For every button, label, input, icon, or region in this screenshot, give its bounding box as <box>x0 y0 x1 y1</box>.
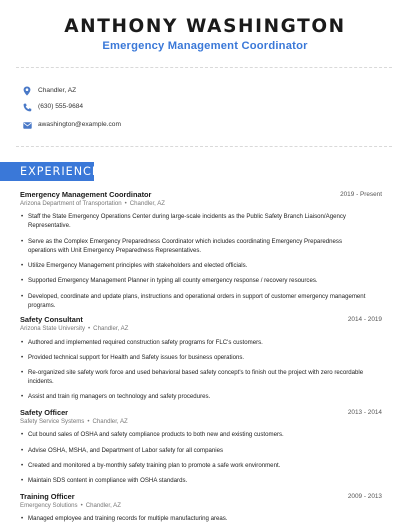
candidate-title: Emergency Management Coordinator <box>102 40 308 52</box>
job-dates: 2009 - 2013 <box>347 493 382 500</box>
job-company: Emergency Solutions <box>20 502 78 509</box>
job-company-line: Emergency Solutions • Chandler, AZ <box>20 502 121 509</box>
email-icon <box>22 120 32 130</box>
candidate-name: ANTHONY WASHINGTON <box>64 16 346 37</box>
job-company: Arizona Department of Transportation <box>20 200 122 207</box>
list-item: • Cut bound sales of OSHA and safety compliance products to both new and existing customers. <box>21 431 284 438</box>
list-item: • Provided technical support for Health and Safety issues for business operations. <box>21 354 245 361</box>
list-item: • Serve as the Complex Emergency Preparedness Coordinator which includes coordinating Emergency Preparedness operations with Unit Emergency Preparedness Representatives. <box>21 238 342 254</box>
job-location: Chandler, AZ <box>129 200 165 207</box>
list-item: • Authored and implemented required construction safety programs for FLC's customers. <box>21 339 263 346</box>
job-title: Safety Consultant <box>20 315 83 324</box>
job-company-line: Arizona Department of Transportation • Chandler, AZ <box>20 200 165 207</box>
job-location: Chandler, AZ <box>85 502 121 509</box>
job-title: Safety Officer <box>20 408 69 417</box>
list-item: • Utilize Emergency Management principles with stakeholders and elected officials. <box>21 262 248 269</box>
contact-location <box>22 84 77 98</box>
contact-email <box>22 118 121 132</box>
list-item: • Assist and train rig managers on technology and safety procedures. <box>21 393 211 400</box>
job-dates: 2014 - 2019 <box>347 316 382 323</box>
divider <box>16 67 392 68</box>
job-company: Safety Service Systems <box>20 418 85 425</box>
phone-icon <box>22 102 32 112</box>
divider <box>16 146 392 147</box>
list-item: • Re-organized site safety work force and used behavioral based safety concept's to finish out the project with zero recordable incidents. <box>21 369 364 385</box>
job-dates: 2013 - 2014 <box>347 409 382 416</box>
contact-location-text: Chandler, AZ <box>38 87 77 94</box>
job-dates: 2019 - Present <box>340 191 382 198</box>
job-title: Training Officer <box>20 492 75 501</box>
job-title: Emergency Management Coordinator <box>20 190 152 199</box>
contact-phone <box>22 100 84 114</box>
list-item: • Advise OSHA, MSHA, and Department of Labor safety for all companies <box>21 447 224 454</box>
contact-phone-text: (630) 555-9684 <box>38 103 84 110</box>
list-item: • Created and monitored a by-monthly safety training plan to promote a safe work environment. <box>21 462 281 469</box>
location-pin-icon <box>22 86 32 96</box>
job-company-line: Arizona State University • Chandler, AZ <box>20 325 129 332</box>
list-item: • Maintain SDS content in compliance with OSHA standards. <box>21 477 188 484</box>
job-company: Arizona State University <box>20 325 86 332</box>
list-item: • Managed employee and training records for multiple manufacturing areas. <box>21 515 228 522</box>
list-item: • Supported Emergency Management Planner in typing all county emergency response / recovery resources. <box>21 277 318 284</box>
job-location: Chandler, AZ <box>92 418 128 425</box>
contact-email-text: awashington@example.com <box>38 121 121 128</box>
experience-heading: EXPERIENCE <box>0 162 94 181</box>
list-item: • Developed, coordinate and update plans, instructions and operational orders in support of customer emergency management programs. <box>21 293 366 309</box>
job-location: Chandler, AZ <box>93 325 129 332</box>
job-company-line: Safety Service Systems • Chandler, AZ <box>20 418 128 425</box>
list-item: • Staff the State Emergency Operations Center during large-scale incidents as the Public Safety Branch Liaison/Agency Representative. <box>21 213 346 229</box>
